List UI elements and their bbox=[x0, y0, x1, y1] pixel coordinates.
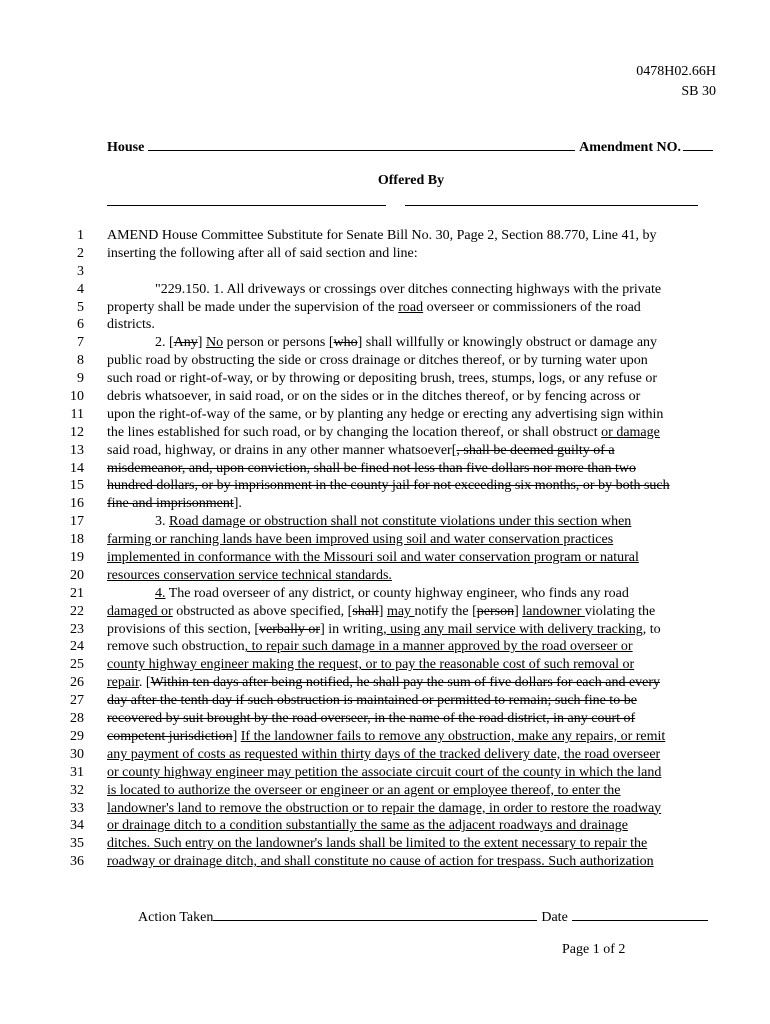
amendment-label: Amendment NO. bbox=[579, 140, 681, 155]
inserted-text: landowner's land to remove the obstruction or to repair the damage, in order to restore the roadway bbox=[107, 800, 662, 816]
line-text bbox=[107, 424, 660, 442]
line-text bbox=[107, 245, 418, 263]
text-line bbox=[0, 746, 770, 764]
inserted-text: , to repair such damage in a manner approved by the road overseer or bbox=[244, 639, 633, 655]
text-line bbox=[0, 764, 770, 782]
inserted-text: Road damage or obstruction shall not constitute violations under this section when bbox=[169, 514, 632, 530]
deleted-text: competent jurisdiction bbox=[107, 728, 233, 744]
line-text bbox=[107, 495, 242, 513]
text-segment: AMEND House Committee Substitute for Senate Bill No. 30, Page 2, Section 88.770, Line 41, by bbox=[107, 228, 657, 243]
line-number: 28 bbox=[70, 711, 84, 727]
text-segment: ] bbox=[197, 335, 206, 351]
line-number: 21 bbox=[70, 585, 84, 601]
text-segment: 3. bbox=[155, 514, 169, 530]
house-amendment-line bbox=[107, 136, 713, 156]
amendment-number-blank bbox=[683, 136, 713, 151]
line-text bbox=[155, 585, 629, 603]
deleted-text: person bbox=[476, 603, 515, 619]
inserted-text: 4. bbox=[155, 585, 166, 601]
text-segment: provisions of this section, [ bbox=[107, 621, 260, 637]
action-taken-blank bbox=[213, 906, 537, 921]
inserted-text: , using any mail service with delivery tracking, bbox=[383, 621, 647, 637]
text-line bbox=[0, 567, 770, 585]
text-segment: to bbox=[646, 621, 661, 637]
line-text bbox=[107, 352, 648, 370]
text-segment: said road, highway, or drains in any other manner whatsoever[ bbox=[107, 442, 457, 458]
inserted-text: resources conservation service technical standards. bbox=[107, 567, 392, 583]
text-segment: ]. bbox=[233, 496, 242, 512]
line-number: 16 bbox=[70, 496, 84, 512]
line-number: 27 bbox=[70, 693, 84, 709]
text-line bbox=[0, 263, 770, 281]
line-number: 6 bbox=[77, 317, 84, 333]
text-segment: upon the right-of-way of the same, or by planting any hedge or erecting any advertising sign within bbox=[107, 406, 664, 422]
line-text bbox=[107, 656, 634, 674]
text-line bbox=[0, 782, 770, 800]
text-segment: public road by obstructing the side or cross drainage or ditches thereof, or by turning water upon bbox=[107, 353, 648, 369]
line-text bbox=[107, 299, 641, 317]
bill-number: SB 30 bbox=[681, 84, 716, 99]
inserted-text: If the landowner fails to remove any obstruction, make any repairs, or remit bbox=[240, 728, 666, 744]
inserted-text: county highway engineer making the request, or to pay the reasonable cost of such removal or bbox=[107, 657, 635, 673]
line-number: 12 bbox=[70, 424, 84, 440]
line-number: 4 bbox=[77, 281, 84, 297]
line-text bbox=[107, 782, 621, 800]
text-line bbox=[0, 656, 770, 674]
text-line bbox=[0, 531, 770, 549]
inserted-text: is located to authorize the overseer or engineer or an agent or employee thereof, to enter the bbox=[107, 782, 621, 798]
line-number: 18 bbox=[70, 532, 84, 548]
line-number: 32 bbox=[70, 782, 84, 798]
line-text bbox=[107, 638, 633, 656]
line-number: 2 bbox=[77, 245, 84, 261]
line-text bbox=[107, 710, 635, 728]
text-segment: . [ bbox=[138, 675, 151, 691]
line-number: 3 bbox=[77, 263, 84, 279]
inserted-text: road bbox=[398, 299, 424, 315]
text-line bbox=[0, 513, 770, 531]
line-text bbox=[155, 513, 631, 531]
line-text bbox=[107, 853, 654, 871]
text-line bbox=[0, 835, 770, 853]
offered-by-label: Offered By bbox=[377, 173, 445, 188]
inserted-text: implemented in conformance with the Missouri soil and water conservation program or natural bbox=[107, 550, 639, 566]
text-segment: "229.150. 1. All driveways or crossings over ditches connecting highways with the private bbox=[155, 281, 662, 297]
deleted-text: hundred dollars, or by imprisonment in the county jail for not exceeding six months, or by both such bbox=[107, 478, 670, 494]
text-segment: such road or right-of-way, or by throwing or depositing brush, trees, stumps, logs, or any refuse or bbox=[107, 371, 658, 387]
line-number: 35 bbox=[70, 836, 84, 852]
line-number: 26 bbox=[70, 675, 84, 691]
deleted-text: Within ten days after being notified, he shall pay the sum of five dollars for each and every bbox=[150, 675, 661, 691]
inserted-text: roadway or drainage ditch, and shall constitute no cause of action for trespass. Such authorization bbox=[107, 854, 654, 870]
text-line bbox=[0, 585, 770, 603]
text-segment: remove such obstruction bbox=[107, 639, 245, 655]
line-text bbox=[107, 621, 661, 639]
line-text bbox=[107, 674, 660, 692]
deleted-text: day after the tenth day if such obstruction is maintained or permitted to remain; such fine to be bbox=[107, 693, 637, 709]
deleted-text: recovered by suit brought by the road overseer, in the name of the road district, in any court of bbox=[107, 711, 636, 727]
line-number: 22 bbox=[70, 603, 84, 619]
line-text bbox=[107, 692, 637, 710]
text-line bbox=[0, 800, 770, 818]
text-line bbox=[0, 549, 770, 567]
line-number: 29 bbox=[70, 728, 84, 744]
text-line bbox=[0, 388, 770, 406]
line-text bbox=[107, 764, 661, 782]
text-line bbox=[0, 495, 770, 513]
document-id-block bbox=[636, 62, 716, 102]
text-line bbox=[0, 406, 770, 424]
text-line bbox=[0, 245, 770, 263]
text-line bbox=[0, 227, 770, 245]
line-text bbox=[107, 406, 663, 424]
inserted-text: or county highway engineer may petition the associate circuit court of the county in which the land bbox=[107, 764, 662, 780]
deleted-text: misdemeanor, and, upon conviction, shall be fined not less than five dollars nor more than two bbox=[107, 460, 636, 476]
date-label: Date bbox=[541, 910, 568, 925]
text-line bbox=[0, 370, 770, 388]
inserted-text: or drainage ditch to a condition substantially the same as the adjacent roadways and drainage bbox=[107, 818, 628, 834]
line-text bbox=[107, 370, 657, 388]
line-text bbox=[107, 728, 665, 746]
line-text bbox=[107, 442, 615, 460]
text-line bbox=[0, 692, 770, 710]
line-number: 36 bbox=[70, 854, 84, 870]
line-number: 20 bbox=[70, 567, 84, 583]
action-taken-line bbox=[138, 906, 718, 926]
line-text bbox=[155, 281, 661, 299]
line-number: 30 bbox=[70, 746, 84, 762]
line-number: 34 bbox=[70, 818, 84, 834]
line-number: 10 bbox=[70, 389, 84, 405]
line-text bbox=[107, 835, 647, 853]
line-number: 5 bbox=[77, 299, 84, 315]
text-line bbox=[0, 477, 770, 495]
text-line bbox=[0, 728, 770, 746]
text-segment: property shall be made under the supervision of the bbox=[107, 299, 399, 315]
line-text bbox=[107, 460, 636, 478]
document-id: 0478H02.66H bbox=[636, 64, 716, 79]
text-segment: obstructed as above specified, [ bbox=[172, 603, 353, 619]
amendment-text bbox=[0, 227, 770, 871]
line-text bbox=[155, 334, 657, 352]
line-number: 1 bbox=[77, 228, 84, 243]
text-segment: debris whatsoever, in said road, or on the sides or in the ditches thereof, or by fencing across or bbox=[107, 389, 641, 405]
line-text bbox=[107, 746, 660, 764]
line-text bbox=[107, 567, 392, 585]
text-segment: ] shall willfully or knowingly obstruct or damage any bbox=[357, 335, 658, 351]
line-text bbox=[107, 800, 661, 818]
inserted-text: landowner bbox=[522, 603, 585, 619]
text-line bbox=[0, 853, 770, 871]
text-segment: overseer or commissioners of the road bbox=[423, 299, 641, 315]
line-number: 23 bbox=[70, 621, 84, 637]
inserted-text: any payment of costs as requested within thirty days of the tracked delivery date, the road overseer bbox=[107, 746, 661, 762]
text-segment: person or persons [ bbox=[223, 335, 334, 351]
text-line bbox=[0, 710, 770, 728]
line-text bbox=[107, 388, 640, 406]
line-number: 33 bbox=[70, 800, 84, 816]
deleted-text: who bbox=[333, 335, 358, 351]
line-text bbox=[107, 477, 670, 495]
inserted-text: may bbox=[386, 603, 415, 619]
text-segment: districts. bbox=[107, 317, 155, 333]
line-number: 14 bbox=[70, 460, 84, 476]
text-segment: 2. [ bbox=[155, 335, 174, 351]
text-line bbox=[0, 638, 770, 656]
deleted-text: fine and imprisonment bbox=[107, 496, 234, 512]
deleted-text: , shall be deemed guilty of a bbox=[456, 442, 615, 458]
offered-by-district-line bbox=[405, 205, 698, 206]
text-line bbox=[0, 334, 770, 352]
text-segment: ] in writing bbox=[320, 621, 384, 637]
line-number: 8 bbox=[77, 353, 84, 369]
text-segment: the lines established for such road, or by changing the location thereof, or shall obstruct bbox=[107, 424, 602, 440]
line-number: 25 bbox=[70, 657, 84, 673]
text-line bbox=[0, 281, 770, 299]
line-number: 11 bbox=[70, 406, 84, 422]
line-number: 7 bbox=[77, 335, 84, 351]
line-text bbox=[107, 603, 655, 621]
text-line bbox=[0, 621, 770, 639]
inserted-text: farming or ranching lands have been improved using soil and water conservation practices bbox=[107, 532, 614, 548]
house-label: House bbox=[107, 140, 145, 155]
text-line bbox=[0, 460, 770, 478]
line-text bbox=[107, 817, 628, 835]
offered-by-name-line bbox=[107, 205, 386, 206]
date-blank bbox=[572, 906, 708, 921]
text-line bbox=[0, 352, 770, 370]
line-number: 24 bbox=[70, 639, 84, 655]
inserted-text: ditches. Such entry on the landowner's lands shall be limited to the extent necessary to repair the bbox=[107, 836, 648, 852]
text-segment: notify the [ bbox=[414, 603, 477, 619]
text-line bbox=[0, 603, 770, 621]
line-number: 15 bbox=[70, 478, 84, 494]
inserted-text: repair bbox=[107, 675, 139, 691]
inserted-text: or damage bbox=[601, 424, 660, 440]
text-segment: The road overseer of any district, or county highway engineer, who finds any road bbox=[165, 585, 629, 601]
text-line bbox=[0, 674, 770, 692]
text-segment: violating the bbox=[584, 603, 656, 619]
line-text bbox=[107, 531, 613, 549]
line-text bbox=[107, 316, 155, 334]
house-blank bbox=[148, 136, 575, 151]
text-segment: ] bbox=[378, 603, 387, 619]
text-segment: ] bbox=[232, 728, 241, 744]
inserted-text: damaged or bbox=[107, 603, 173, 619]
text-line bbox=[0, 316, 770, 334]
text-segment: inserting the following after all of said section and line: bbox=[107, 245, 418, 261]
text-line bbox=[0, 817, 770, 835]
line-text bbox=[107, 227, 656, 245]
line-number: 17 bbox=[70, 514, 84, 530]
deleted-text: verbally or bbox=[259, 621, 321, 637]
line-number: 31 bbox=[70, 764, 84, 780]
page-number: Page 1 of 2 bbox=[562, 942, 626, 957]
inserted-text: No bbox=[205, 335, 224, 351]
line-text bbox=[107, 549, 639, 567]
text-line bbox=[0, 442, 770, 460]
line-number: 9 bbox=[77, 371, 84, 387]
line-number: 19 bbox=[70, 550, 84, 566]
deleted-text: shall bbox=[352, 603, 379, 619]
text-line bbox=[0, 299, 770, 317]
text-line bbox=[0, 424, 770, 442]
text-segment: ] bbox=[514, 603, 523, 619]
line-number: 13 bbox=[70, 442, 84, 458]
action-taken-label: Action Taken bbox=[138, 910, 214, 925]
deleted-text: Any bbox=[173, 335, 198, 351]
